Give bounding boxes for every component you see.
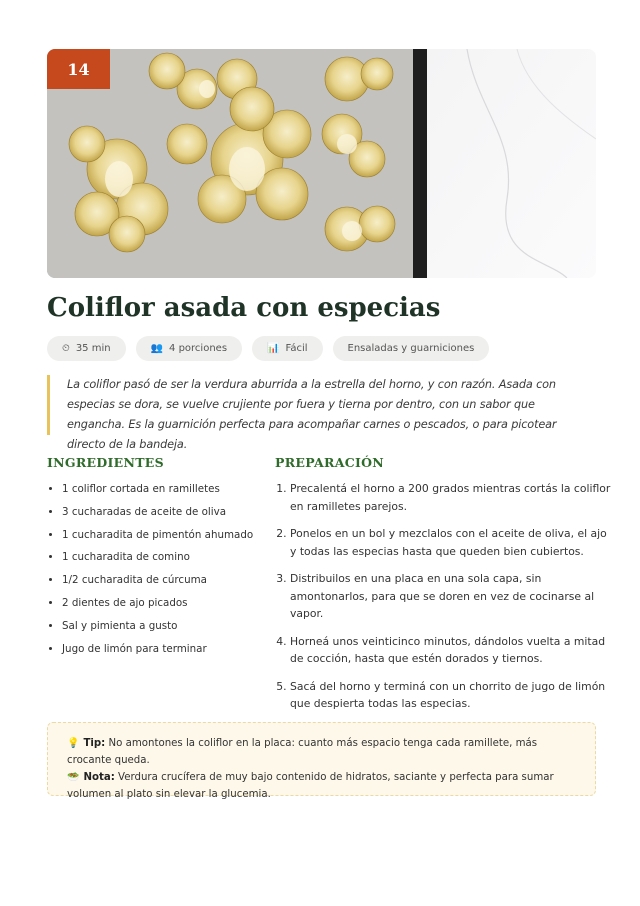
step-item: 1. Precalentá el horno a 200 grados mientras cortás la coliflor en ramilletes parejos. [290,480,612,515]
tip-box [47,722,596,800]
servings-label: 4 porciones [169,343,228,354]
cauliflower-photo-art [47,49,596,278]
note-text: Verdura crucífera de muy bajo contenido de hidratos, saciante y perfecta para sumar volumen al plato sin elevar la glucemia. [67,772,554,800]
servings-pill [136,336,242,361]
tip-label: Tip: [83,738,106,749]
timer-icon: ⏲ [62,343,70,354]
preparation-steps [275,480,612,723]
ingredient-item: • 3 cucharadas de aceite de oliva [62,503,277,526]
ingredient-item: • 1 coliflor cortada en ramilletes [62,480,277,503]
ingredient-item: • 2 dientes de ajo picados [62,594,277,617]
ingredient-item: • Jugo de limón para terminar [62,640,277,663]
ingredients-title: INGREDIENTES [47,455,164,470]
ingredient-item: • Sal y pimienta a gusto [62,617,277,640]
tip-line [67,735,576,769]
recipe-number-badge: 14 [47,49,110,89]
ingredients-list [47,480,277,662]
note-line [67,769,576,803]
note-label: Nota: [83,772,115,783]
chart-icon: 📊 [267,343,280,354]
preparation-title: PREPARACIÓN [275,455,385,470]
difficulty-label: Fácil [285,343,308,354]
step-item: 3. Distribuilos en una placa en una sola capa, sin amontonarlos, para que se doren en vez de cocinarse al vapor. [290,570,612,623]
recipe-photo [47,49,596,278]
time-label: 35 min [75,343,111,354]
lightbulb-icon: 💡 [67,738,80,749]
people-icon: 👥 [150,343,164,354]
recipe-title: Coliflor asada con especias [47,293,441,323]
step-item: 5. Sacá del horno y terminá con un chorrito de jugo de limón que despierta todas las especias. [290,678,612,713]
recipe-meta [47,336,489,361]
time-pill [47,336,126,361]
category-label: Ensaladas y guarniciones [347,343,475,354]
step-item: 2. Ponelos en un bol y mezclalos con el aceite de oliva, el ajo y todas las especias hasta que queden bien cubiertos. [290,525,612,560]
recipe-intro [47,375,596,451]
step-item: 4. Horneá unos veinticinco minutos, dándolos vuelta a mitad de cocción, hasta que estén dorados y tiernos. [290,633,612,668]
category-pill [333,336,490,361]
ingredient-item: • 1 cucharadita de pimentón ahumado [62,526,277,549]
ingredient-item: • 1 cucharadita de comino [62,548,277,571]
ingredient-item: • 1/2 cucharadita de cúrcuma [62,571,277,594]
difficulty-pill [252,336,322,361]
salad-icon: 🥗 [67,772,80,783]
intro-text: La coliflor pasó de ser la verdura aburrida a la estrella del horno, y con razón. Asada con especias se dora, se vuelve crujiente por fuera y tierna por dentro, con un sabor que engancha. Es la guarnición perfecta para acompañar carnes o pescados, o para picotear directo de la bandeja. [67,378,557,451]
tip-text: No amontones la coliflor en la placa: cuanto más espacio tenga cada ramillete, más crocante queda. [67,738,538,766]
